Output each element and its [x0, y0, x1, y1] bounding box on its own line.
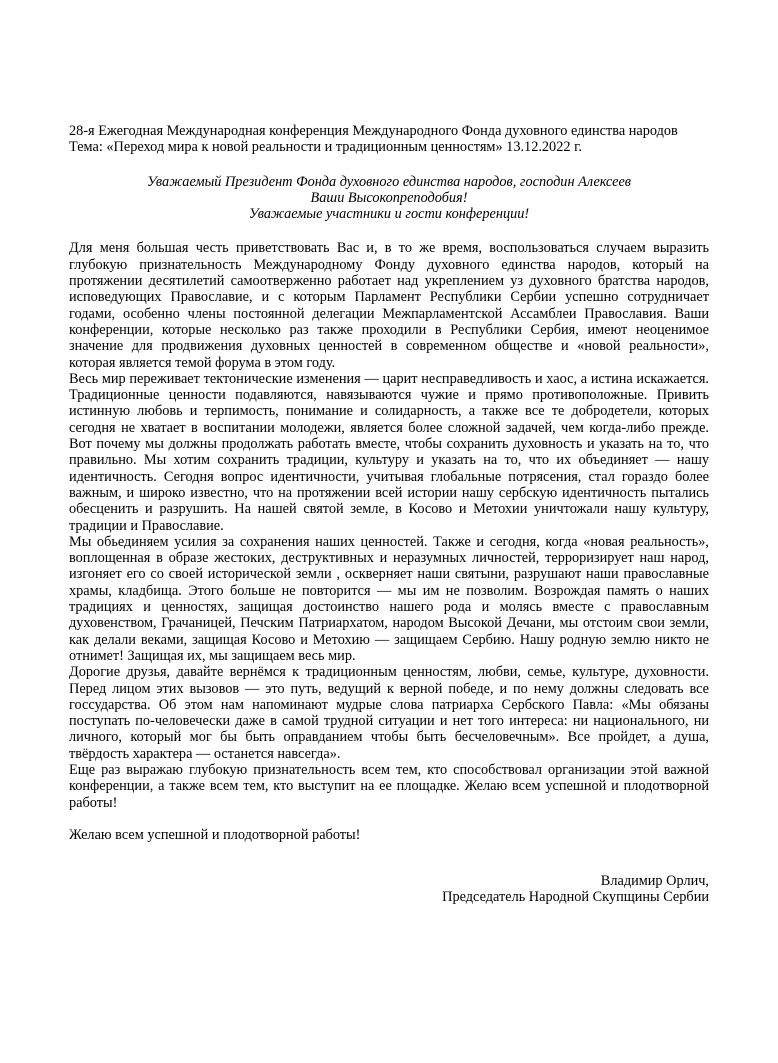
closing-wish: Желаю всем успешной и плодотворной работы! [69, 826, 361, 843]
paragraph-gratitude: Еще раз выражаю глубокую признательность всем тем, кто способствовал организации этой важной конференции, а также всем тем, кто выступит на ее площадке. Желаю всем успешной и плодотворной работы! [69, 761, 709, 811]
conference-title: 28-я Ежегодная Международная конференция Международного Фонда духовного единства народов [69, 123, 678, 139]
salutation-reverends: Ваши Высокопреподобия! [310, 189, 468, 206]
signatory-name: Владимир Орлич, [600, 873, 709, 890]
salutation [69, 174, 709, 223]
paragraph-preserving-values: Мы обьединяем усилия за сохранения наших ценностей. Также и сегодня, когда «новая реальность», воплощенная в образе жестоких, деструктивных и неразумных личностей, терроризирует наш народ, изгоняет его со своей исторической земли , оскверняет наши святыни, разрушают наши православные храмы, кладбища. Этого больше не повторится — мы им не позволим. Возрождая память о наших традициях и ценностях, защищая достоинство нашего рода и молясь вместе с православным духовенством, Грачаницей, Печским Патриархатом, народом Высокой Дечани, мы отстоим свои земли, как делали веками, защищая Косово и Метохию — защищаем Сербию. Нашу родную землю никто не отнимет! Защищая их, мы защищаем весь мир. [69, 533, 709, 664]
paragraph-traditional-values: Дорогие друзья, давайте вернёмся к традиционным ценностям, любви, семье, культуре, духовности. Перед лицом этих вызовов — это путь, ведущий к верной победе, и по нему должны следовать все госсударства. Об этом нам напоминают мудрые слова патриарха Сербского Павла: «Мы обязаны поступать по-человечески даже в самой трудной ситуации и нет того интереса: ни национального, ни личного, который мог бы быть оправданием чтобы быть бесчеловечным». Все пройдет, а душа, твёрдость характера — останется навсегда». [69, 664, 709, 762]
paragraph-world-changes: Весь мир переживает тектонические изменения — царит несправедливость и хаос, а истина искажается. Традиционные ценности подавляются, навязываются чужие и прямо противоположные. Привить истинную любовь и терпимость, понимание и солидарность, а также все те добродетели, которых сегодня не хватает в воспитании молодежи, является более сложной задачей, чем когда-либо прежде. Вот почему мы должны продолжать работать вместе, чтобы сохранить духовность и указать на то, что правильно. Мы хотим сохранить традиции, культуру и указать на то, что их объединяет — нашу идентичность. Сегодня вопрос идентичности, учитывая глобальные потрясения, стал гораздо более важным, и широко известно, что на протяжении всей истории нашу сербскую идентичность пытались обесценить и разрушить. На нашей святой земле, в Косово и Метохии уничтожали нашу культуру, традиции и Православие. [69, 370, 709, 534]
salutation-president: Уважаемый Президент Фонда духовного единства народов, господин Алексеев [146, 173, 631, 190]
letter-body [69, 240, 709, 843]
conference-theme: Тема: «Переход мира к новой реальности и традиционным ценностям» 13.12.2022 г. [69, 139, 582, 156]
document-header [69, 123, 709, 156]
signatory-title: Председатель Народной Скупщины Сербии [442, 889, 709, 906]
paragraph-greeting: Для меня большая честь приветствовать Вас и, в то же время, воспользоваться случаем выразить глубокую признательность Международному Фонду духовного единства народов, который на протяжении десятилетий самоотверженно работает над укреплением уз духовного братства народов, исповедующих Православие, и с которым Парламент Республики Сербии успешно сотрудничает годами, особенно члены постоянной делегации Межпарламентской Ассамблеи Православия. Ваши конференции, которые несколько раз также проходили в Республики Сербия, имеют неоценимое значение для продвижения духовных ценностей в современном обществе и «новой реальности», которая является темой форума в этом году. [69, 240, 709, 371]
signature-block [69, 873, 709, 906]
salutation-participants: Уважаемые участники и гости конференции! [248, 206, 530, 223]
document-page [69, 123, 709, 906]
